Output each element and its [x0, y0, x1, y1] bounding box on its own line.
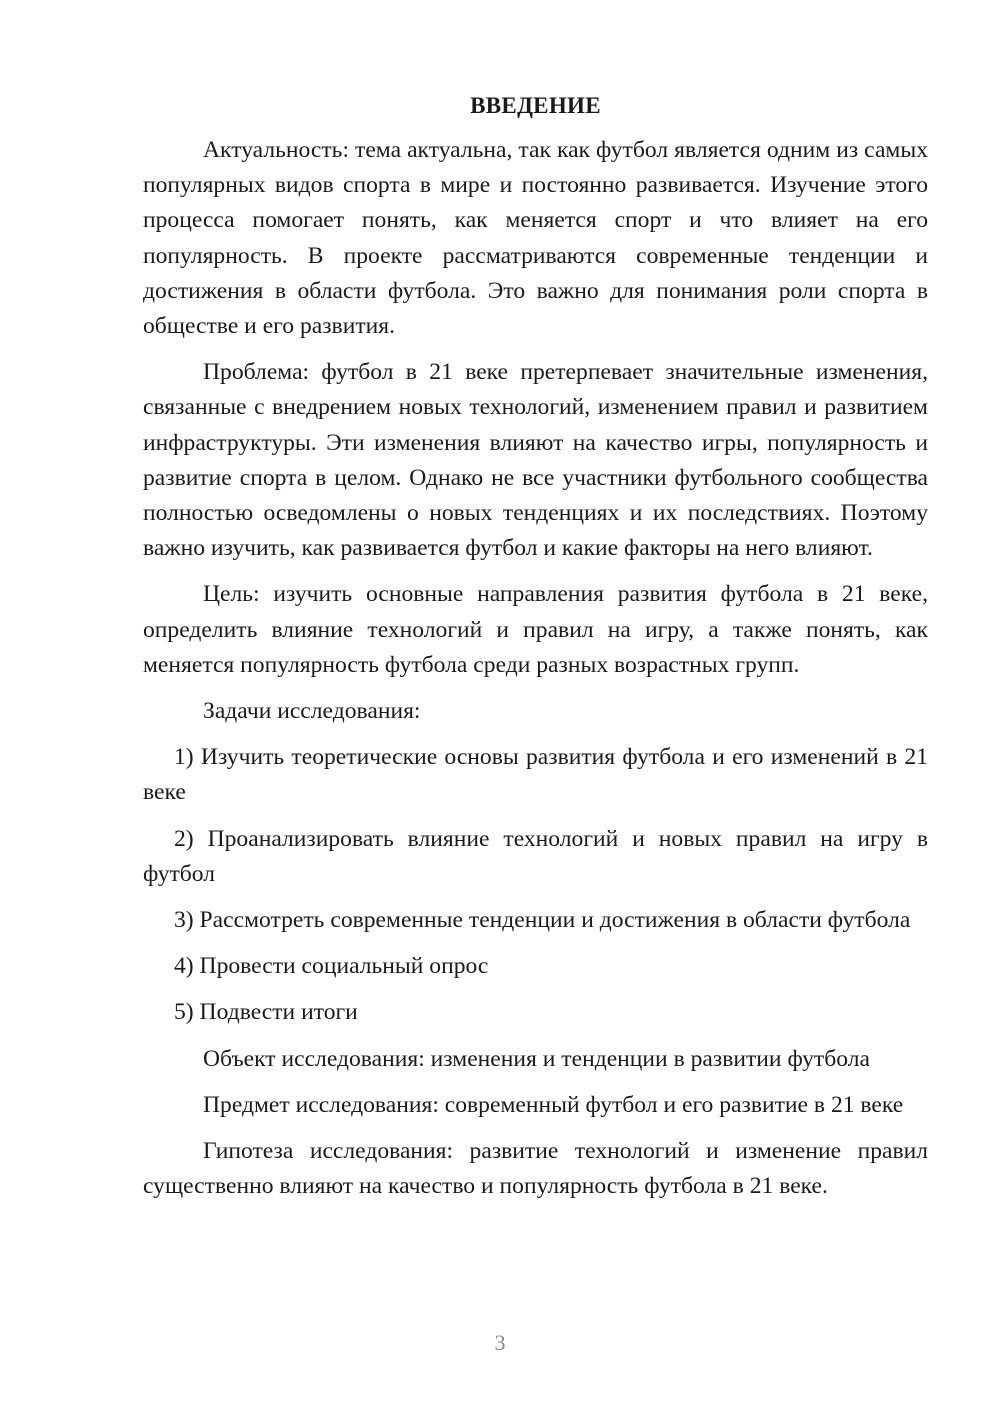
document-page: [143, 88, 928, 1204]
relevance-paragraph: Актуальность: тема актуальна, так как футбол является одним из самых популярных видов спорта в мире и постоянно развивается. Изучение этого процесса помогает понять, как меняется спорт и что влияет на его популярность. В проекте рассматриваются современные тенденции и достижения в области футбола. Это важно для понимания роли спорта в обществе и его развития.: [143, 137, 928, 340]
page-number: 3: [494, 1330, 506, 1355]
tasks-heading: Задачи исследования:: [203, 698, 421, 725]
object-paragraph: Объект исследования: изменения и тенденции в развитии футбола: [203, 1045, 870, 1072]
page-title: ВВЕДЕНИЕ: [470, 93, 601, 118]
task-item: 3) Рассмотреть современные тенденции и достижения в области футбола: [174, 907, 911, 934]
task-item: 2) Проанализировать влияние технологий и новых правил на игру в футбол: [143, 825, 928, 887]
goal-paragraph: Цель: изучить основные направления развития футбола в 21 веке, определить влияние технологий и правил на игру, а также понять, как меняется популярность футбола среди разных возрастных групп.: [143, 581, 928, 678]
problem-paragraph: Проблема: футбол в 21 веке претерпевает значительные изменения, связанные с внедрением новых технологий, изменением правил и развитием инфраструктуры. Эти изменения влияют на качество игры, популярность и развитие спорта в целом. Однако не все участники футбольного сообщества полностью осведомлены о новых тенденциях и их последствиях. Поэтому важно изучить, как развивается футбол и какие факторы на него влияют.: [143, 359, 928, 562]
task-item: 5) Подвести итоги: [174, 999, 358, 1026]
task-item: 1) Изучить теоретические основы развития футбола и его изменений в 21 веке: [143, 744, 928, 806]
subject-paragraph: Предмет исследования: современный футбол и его развитие в 21 веке: [203, 1091, 904, 1118]
hypothesis-paragraph: Гипотеза исследования: развитие технологий и изменение правил существенно влияют на качество и популярность футбола в 21 веке.: [143, 1138, 928, 1200]
task-item: 4) Провести социальный опрос: [174, 953, 489, 980]
